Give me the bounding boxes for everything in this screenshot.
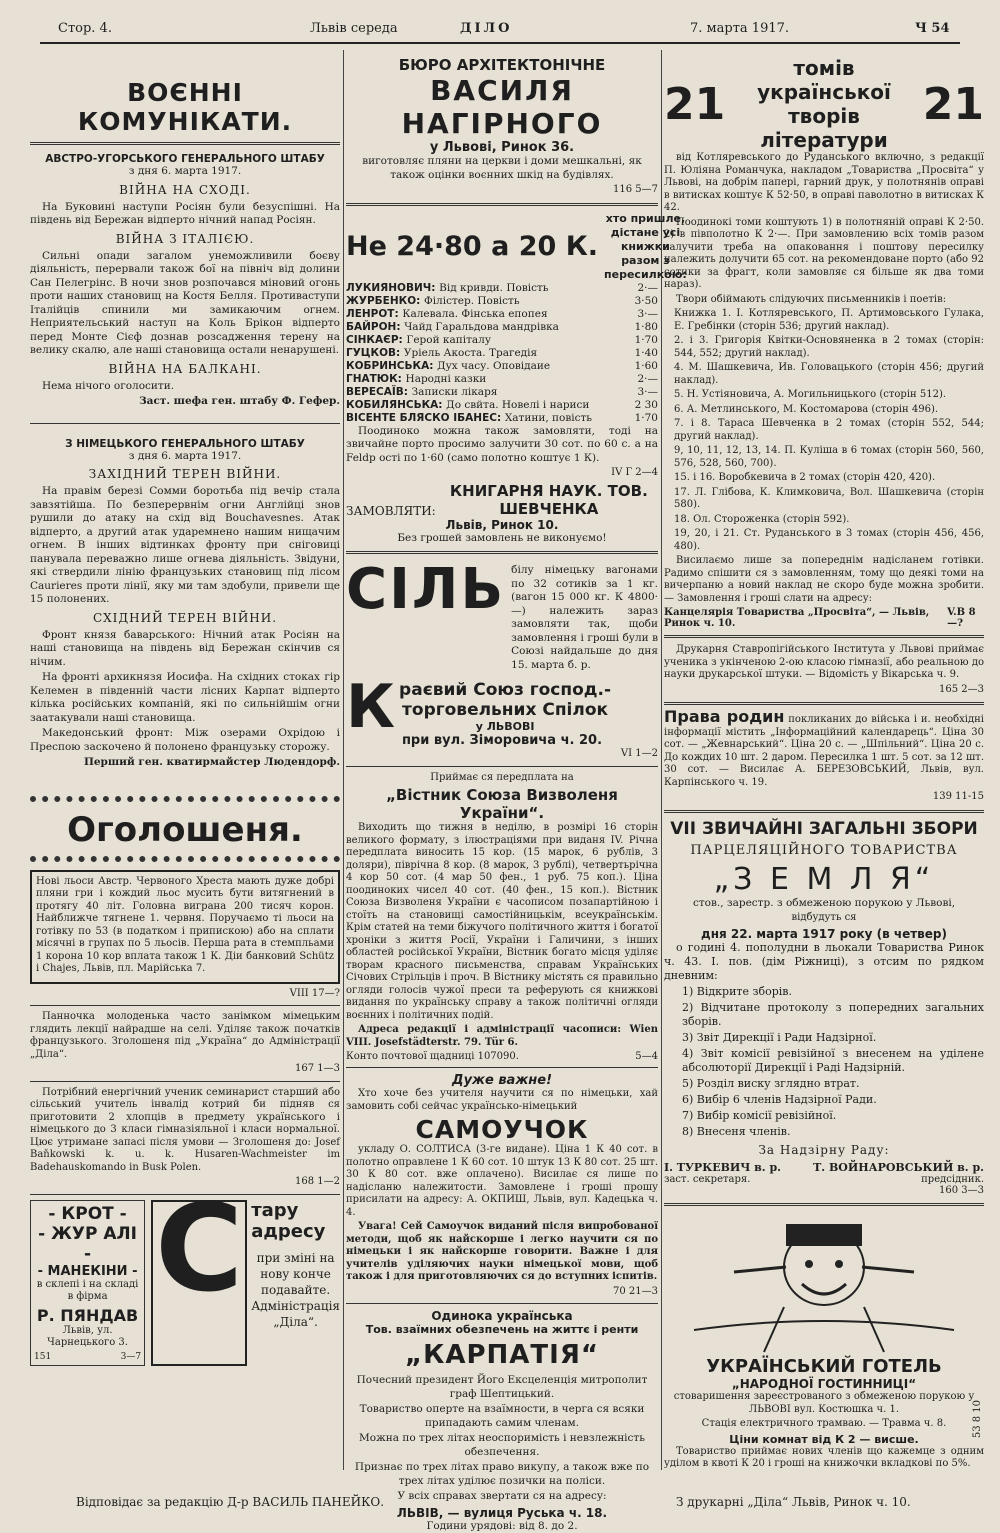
volume-item: 18. Ол. Стороженка (сторін 592). <box>674 513 850 525</box>
book-author: ЛУКИЯНОВИЧ: <box>346 281 440 294</box>
visnyk-account <box>346 1051 658 1062</box>
union-body <box>399 680 611 733</box>
ad-text: виготовляє пляни на церкви і доми мешкальні, як також оцінки воєнних шкід на будівлях. <box>362 155 642 181</box>
ad-text: покликаних до війська і и. необхідні інформації містить „Інформаційний календарець“. Ціна 30 сот. — „Жевнарський“. Ціна 20 с. — „Шпільний“. Ціна 20 с. До кождих 10 шт. 2 даром. Пересилка 1 шт. 5 сот. за 12 шт. 30 сот. — Висилає А. БЕРЕЗОВСЬКИЙ, Львів, вул. Карпінського ч. 19. <box>664 714 985 788</box>
divider <box>30 423 340 424</box>
ad-text: стоваришення зареєстрованого з обмеженою порукою у ЛЬВОВІ вул. Костюшка ч. 1. <box>673 1391 975 1415</box>
book-author: ЖУРБЕНКО: <box>346 294 424 307</box>
book-author: КОБИЛЯНСЬКА: <box>346 398 447 411</box>
agenda-item: 3) Звіт Дирекції і Ради Надзірної. <box>682 1030 877 1044</box>
ad-line: тару адресу <box>251 1199 326 1242</box>
column-3 <box>664 50 984 1470</box>
ad-text: білу німецьку вагонами по 32 сотиків за 1 кг. (вагон 15 000 кг. К 4800·—) належить зараз замовляти так, щоби замовлення і гроші були в Союзі найдальше до дня 15. марта б. р. <box>511 564 658 671</box>
role: предсідник. <box>921 1173 984 1185</box>
book-title: ЛЕНРОТ: Калевала. Фінська епопея <box>346 307 548 320</box>
ad-number: 5—4 <box>635 1051 658 1062</box>
book-price: 3·— <box>637 385 658 398</box>
ad-text: Хто хоче без учителя научити ся по німецьки, хай замовить собі сейчас українсько-німецький <box>346 1088 658 1112</box>
subheading: За Надзірну Раду: <box>758 1142 890 1157</box>
ad-line: - КРОТ - <box>48 1203 127 1224</box>
book-price: 2 30 <box>634 398 658 411</box>
ads-title: Оголошеня. <box>67 809 303 850</box>
volumes-number: 21 <box>664 78 726 130</box>
ad-line: - ЖУР АЛІ - <box>38 1223 137 1264</box>
ad-text: Можна по трех літах неоспоримість і невзлежність обезпечення. <box>359 1432 645 1458</box>
book-price: 1·70 <box>634 333 658 346</box>
ad-text <box>664 707 985 789</box>
section-title: ВОЄННІ КОМУНІКАТИ. <box>77 78 293 136</box>
book-author: СІНКАЄР: <box>346 333 407 346</box>
subheading: ЗАХІДНИЙ ТЕРЕН ВІЙНИ. <box>88 467 282 481</box>
visnyk-title: „Вістник Союза Визволеня України“. <box>386 786 618 822</box>
book-author: ВЕРЕСАЇВ: <box>346 385 412 398</box>
volumes-number: 21 <box>922 78 984 130</box>
bookshop-name: КНИГАРНЯ НАУК. ТОВ. ШЕВЧЕНКА <box>449 481 648 518</box>
ad-text: Потрібний енергічний ученик семинарист старший або сільський учитель інвалід котрий би підняв ся приготовити 2 хлопців в предмету українського і німецького до 3 класи гімназіяльної і класи нормальної. Цює утримане запасі після умови — Зголошеня до: Josef Baňkowski k. u. k. Husaren-Wachmeister im Badehauskomando in Busk Polen. <box>30 1086 340 1173</box>
divider <box>664 810 984 813</box>
volumes-line: творів літератури <box>760 104 888 152</box>
signature: Заст. шефа ген. штабу Ф. Гефер. <box>139 395 340 407</box>
volume-item: 17. Л. Глібова, К. Климковича, Вол. Шашкевича (сторін 580). <box>674 486 984 510</box>
ad-number: VIII 17—? <box>289 987 340 999</box>
agenda-item: 5) Розділ виску згляднo втрат. <box>682 1076 860 1090</box>
book-author: БАЙРОН: <box>346 320 405 333</box>
ad-text: Приймає ся передплата на <box>430 771 574 783</box>
agenda-item: 2) Відчитане протоколу з попередних загальних зборів. <box>682 1000 984 1028</box>
divider <box>346 766 658 767</box>
ins-pre: Одинока українська <box>431 1309 573 1323</box>
ad-text: укладу О. СОЛТИСА (3-ге видане). Ціна 1 К 40 сот. в полотно оправлене 1 К 60 сот. 10 штук 13 К 80 сот. 25 шт. 30 К 80 сот. вже оплачено). Висилає ся лише по надісланю належитости. Замовлене і гроші прошу присилати на адресу: А. ОКПИШ, Львів, вул. Кадецька ч. 4. <box>346 1144 658 1218</box>
dateline: з дня 6. марта 1917. <box>128 449 242 462</box>
ad-text: від Котляревського до Руданського включно, з редакції П. Юліяна Романчука, накладом „Товариства „Просвіта“ у Львові, на добрім папері, гарний друк, у полотнянів оправі в витисках коштує К 52·50, в оправі паволотно в витисках К 42. <box>664 152 984 213</box>
ins-title: Тов. взаїмних обезпечень на життє і ренти <box>365 1323 639 1336</box>
agenda-item: 4) Звіт комісії ревізійної з внесенем на уділене абсолюторії Дирекції і Раді Надзірній. <box>682 1046 984 1074</box>
ad-text: Товариство оперте на взаїмности, в черга ся всяки припадають самим членам. <box>359 1403 645 1429</box>
book-price: 1·60 <box>634 359 658 372</box>
ad-text: Поодиноко можна також замовляти, тоді на звичайне порто просимо залучити 30 сот. по 60 с. а на Feldp ості по 1·60 (само полотно коштує 1 К). <box>346 424 658 464</box>
ad-text: Друкарня Ставропігійського Інститута у Львові приймає ученика з укінченою 2-ою класою гімназії, або реальною до науки друкарської штуки. — Відомість у Вікарська ч. 9. <box>664 644 984 680</box>
book-title: КОБРИНСЬКА: Дух часу. Оповідаие <box>346 359 551 372</box>
divider <box>664 702 984 705</box>
book-row <box>346 334 658 347</box>
book-price: 1·40 <box>634 346 658 359</box>
ad-numbers <box>34 1352 141 1362</box>
signature: Т. ВОЙНАРОВСЬКИЙ в. р. <box>813 1160 984 1174</box>
volume-item: 19, 20, і 21. Ст. Руданського в 3 томах (сторін 456, 456, 480). <box>674 528 984 552</box>
ad-number: 167 1—3 <box>295 1063 340 1074</box>
book-price: 1·80 <box>634 320 658 333</box>
ornamental-divider <box>30 796 340 802</box>
volume-item: 9, 10, 11, 12, 13, 14. П. Куліша в 6 томах (сторін 560, 560, 576, 528, 560, 700). <box>674 445 984 469</box>
ad-text: Канцелярія Товариства „Просвіта“, — Львів, Ринок ч. 10. <box>664 607 930 629</box>
divider <box>346 203 658 206</box>
order-line <box>346 482 658 518</box>
ad-number: 116 5—7 <box>613 184 658 195</box>
ad-text: Почесний президент Його Ексцеленція митрополит граф Шептицький. <box>356 1374 648 1400</box>
meeting-date: дня 22. марта 1917 року (в четвер) <box>701 926 947 941</box>
book-row <box>346 360 658 373</box>
ad-number: 70 21—3 <box>613 1285 658 1297</box>
ins-address: ЛЬВІВ, — вулиця Руська ч. 18. <box>396 1505 608 1520</box>
price-banner <box>346 211 687 282</box>
ad-number: 151 <box>34 1351 52 1362</box>
issue-number: Ч 54 <box>915 21 950 36</box>
book-title: ВЕРЕСАЇВ: Записки лікаря <box>346 385 498 398</box>
paragraph: Македонський фронт: Між озерами Охрідою і Преспою заскочено й полонено французьку сторожу. <box>30 727 340 753</box>
column-divider <box>343 50 344 1470</box>
volume-item: 2. і 3. Григорія Квітки-Основяненка в 2 томах (сторін: 544, 552; другий наклад). <box>674 335 984 359</box>
bookshop-address: Львів, Ринок 10. <box>445 517 559 532</box>
book-author: ЛЕНРОТ: <box>346 307 403 320</box>
ad-number: 139 11-15 <box>932 791 984 802</box>
union-line: торговельних Спілок <box>402 700 609 720</box>
paragraph: Нема нічого оголосити. <box>42 379 175 392</box>
book-row <box>346 295 658 308</box>
ad-text: відбудуть ся <box>791 912 857 923</box>
ad-text: Висилаємо лише за попереднім надісланем готівки. Радимо спішити ся з замовленням, тому що деякі томи на вичерпаню а новий наклад не скоро буде можна зробити. — Замовлення і гроші слати на адресу: <box>664 555 984 604</box>
paragraph: На правім березі Сомми боротьба під вечір стала завзятійша. По безперервнім огни Англійці знов рушили до атаку на схід від Bouchavesnes. Атак відперто, а другий атак ударемнено нашим нищачим огнем. В інших відтинках фронту при сніговиці панувала переважно лише огнева діяльність. Звідуни, які ствердили лінію французьких становищ під лісом Сaurieres проти лінії, яку ми там здобули, привели ще 15 полонених. <box>30 485 340 605</box>
footer-editor: Відповідає за редакцію Д-р ВАСИЛЬ ПАНЕЙКО. <box>76 1495 385 1509</box>
ad-text: Товариство приймає нових членів що кажемце з одним уділом в квоті К 20 і гроші на книжочки вкладкові по 5%. <box>664 1445 984 1469</box>
price-text: хто пришле, дістане усі книжки разом з пересилкою: <box>604 211 687 281</box>
drop-cap: С <box>151 1200 247 1366</box>
masthead: ДІЛО <box>460 21 513 36</box>
agenda-item: 8) Внесеня членів. <box>682 1124 791 1138</box>
role: заст. секретаря. <box>664 1173 751 1185</box>
divider <box>346 1303 658 1304</box>
ornamental-divider <box>30 856 340 862</box>
pyandav-ad <box>30 1200 145 1366</box>
agenda-item: 6) Вибір 6 членів Надзірної Ради. <box>682 1092 877 1106</box>
agenda-item: 7) Вибір комісії ревізійної. <box>682 1108 837 1122</box>
book-row <box>346 399 658 412</box>
samouchok-title: САМОУЧОК <box>415 1115 589 1144</box>
ad-text: Твори обіймають слідуючих письменників і поетів: <box>676 293 947 305</box>
ad-text: Виходить що тижня в неділю, в розмірі 16 сторін великого формату, з ілюстраціями при виданя IV. Річна передплата виносить 15 кор. (15 марок, 6 рублів, 3 доляри), піврічна 8 кор. (8 марок, 3 рублі), четвертьрічна 4 кор 50 сот. (4 мар 50 фен., 1 руб. 75 коп.). Ціна поодиноких чисел 40 сот. (40 фен., 15 коп.). Вістник Союза Визволеня України є часописом позапартійною і стоїть на становищі самостійницькім, всеукраїнськім. Крім статей на теми біжучого політичного життя і богатої хроніки з життя Росії, України і Галичини, з інших областей російської України, Вістник богато місця уділяє творам красного письменства, справам Українських Січових Стрільців і проч. В Вістнику містять ся правильно огляди голосів чужої преси та реферують ся книжкові видання по українську справу а також політичні огляди воєнних і політичних подій. <box>346 822 658 1021</box>
book-price: 2·— <box>637 372 658 385</box>
dateline: з дня 6. марта 1917. <box>128 165 242 177</box>
prava-title: Права родин <box>664 707 785 726</box>
signatories <box>664 1161 984 1174</box>
signatories-roles <box>664 1174 984 1185</box>
issue-date: 7. марта 1917. <box>690 21 790 36</box>
ad-text: Панночка молоденька часто занімком мімецьким глядить лекції найрадше на селі. Уділяє також початків французького. Зголошеня під „Україна“ до Адміністрації „Діла“. <box>30 1011 340 1060</box>
price-headline: Не 24·80 а 20 К. <box>346 231 599 262</box>
footer-printer: З друкарні „Діла“ Львів, Ринок ч. 10. <box>676 1495 911 1509</box>
volume-item: 15. і 16. Воробкевича в 2 томах (сторін 420, 420). <box>674 472 936 483</box>
book-title: ЛУКИЯНОВИЧ: Від кривди. Повість <box>346 281 549 294</box>
city-day: Львів середа <box>310 21 398 36</box>
ad-number: 168 1—2 <box>295 1176 340 1187</box>
ad-text: Признає по трех літах право викупу, а також вже по трех літах уділює позички на поліси. <box>354 1461 650 1487</box>
order-label: ЗАМОВЛЯТИ: <box>346 503 436 518</box>
divider <box>346 551 658 554</box>
signature: Перший ген. кватирмайстер Людендорф. <box>83 756 340 768</box>
union-line: у ЛЬВОВІ <box>475 720 535 733</box>
subheading: ПАРЦЕЛЯЦІЙНОГО ТОВАРИСТВА <box>690 842 958 858</box>
volumes-title <box>725 56 923 152</box>
arch-name: ВАСИЛЯ НАГІРНОГО <box>401 74 603 140</box>
book-author: ГНАТЮК: <box>346 372 406 385</box>
lottery-ad <box>30 870 340 984</box>
signature: І. ТУРКЕВИЧ в. р. <box>664 1160 781 1174</box>
ad-text: Години урядові: від 8. до 2. <box>426 1519 578 1532</box>
volume-item: 7. і 8. Тараса Шевченка в 2 томах (сторін 552, 544; другий наклад). <box>674 418 984 442</box>
zbory-title: VII ЗВИЧАЙНІ ЗАГАЛЬНІ ЗБОРИ <box>670 818 978 839</box>
book-author: ВІСЕНТЕ БЛЯСКО ІБАНЕС: <box>346 411 505 424</box>
book-row <box>346 282 658 295</box>
hotel-title: УКРАЇНСЬКИЙ ГОТЕЛЬ <box>706 1356 942 1377</box>
volume-item: 6. А. Метлинського, М. Костомарова (сторін 496). <box>674 403 939 415</box>
ad-line: - МАНЕКІНИ - <box>37 1263 138 1279</box>
hotel-cartoon-illustration <box>674 1212 974 1352</box>
volumes-banner <box>664 56 984 152</box>
book-title: СІНКАЄР: Герой капіталу <box>346 333 492 346</box>
book-author: ГУЦКОВ: <box>346 346 404 359</box>
hotel-subtitle: „НАРОДНОЇ ГОСТИННИЦІ“ <box>731 1377 917 1391</box>
ad-text: У всіх справах звертати ся на адресу: <box>397 1490 607 1502</box>
book-row <box>346 347 658 360</box>
book-row <box>346 373 658 386</box>
book-title: БАЙРОН: Чайд Гаральдова мандрівка <box>346 320 559 333</box>
ad-line: Львів, ул. Чарнецького 3. <box>47 1324 128 1348</box>
divider <box>664 1203 984 1206</box>
ad-text: Поодинокі томи коштують 1) в полотняній оправі К 2·50. 2) в півполотно К 2·—. При замовлению всіх томів разом залучити треба на опаковання і поштову пересилку належить долучити 65 сот. на рекомендоване порто (або 92 сотики за фрагт, коли замовляє ся більше як два томи нараз). <box>664 216 984 290</box>
union-line: раєвий Союз господ.- <box>399 680 612 700</box>
ad-text: Стація електричного трамваю. — Травма ч. 8. <box>701 1418 947 1429</box>
book-author: КОБРИНСЬКА: <box>346 359 438 372</box>
page-number: Стор. 4. <box>58 21 112 36</box>
paragraph: Фронт князя баварського: Нічний атак Росіян на наші становища на південь від Бережан скінчив ся нічим. <box>30 628 340 668</box>
arch-title: БЮРО АРХІТЕКТОНІЧНЕ <box>398 56 606 74</box>
volume-item: 4. М. Шашкевича, Ив. Головацького (сторін 456; другий наклад). <box>674 362 984 386</box>
ad-number: IV Г 2—4 <box>611 467 658 478</box>
book-price: 2·— <box>637 281 658 294</box>
staff-heading: АВСТРО-УГОРСЬКОГО ГЕНЕРАЛЬНОГО ШТАБУ <box>45 153 325 165</box>
book-price: 3·— <box>637 307 658 320</box>
arch-address: у Львові, Ринок 36. <box>429 140 575 155</box>
ad-text: Нові льоси Австр. Червоного Хреста мають дуже добрі пляни гри і кождий льос мусить бути витягнений в протягу 40 літ. Головна виграна 200 тисяч корон. Найближче тягнене 1. червня. Поручаємо ті льоси на готівку по 53 (в податком і припискою) або на сплати місячні в групах по 5 льосів. Перша рата в стемпльами 1 корона 10 кор вплата також 1 К. Діи банковий Schütz і Chajes, Львів, пл. Марійська 7. <box>36 875 334 974</box>
agenda-item: 1) Відкрите зборів. <box>682 984 792 998</box>
ad-number: 3—7 <box>120 1351 142 1362</box>
side-number: 53 8 10 <box>972 1400 983 1439</box>
salt-ad <box>346 557 658 674</box>
volume-item: 5. Н. Устіяновича, А. Могильницького (сторін 512). <box>674 389 947 400</box>
volumes-line: томів української <box>757 56 891 104</box>
ad-text: Увага! Сей Самоучок виданий після випробованої методи, щоб як найскорше і легко научити ся по німецьки і як найскорше говорити. Важне і для учителів уділяючих науки німецької мови, щоб також і для приготовляючих ся до вступних іспитів. <box>346 1221 658 1282</box>
divider <box>664 635 984 638</box>
paragraph: На фронті архикнязя Иосифа. На східних стоках гір Келемен в південній части лісних Карпат відперто кілька російських компаній, які по сильнійшім огни заатакували наші становища. <box>30 671 340 724</box>
agenda-list <box>664 985 984 1139</box>
book-title: ГУЦКОВ: Уріель Акоста. Трагедія <box>346 346 538 359</box>
subheading: ВІЙНА НА СХОДІ. <box>119 182 251 197</box>
staff-heading: З НІМЕЦЬКОГО ГЕНЕРАЛЬНОГО ШТАБУ <box>65 437 305 450</box>
page-header <box>40 18 960 44</box>
note: Без грошей замовлень не виконуємо! <box>397 531 607 544</box>
book-row <box>346 386 658 399</box>
ad-line: Р. ПЯНДАВ <box>36 1305 139 1325</box>
salt-title: СІЛЬ <box>346 557 506 622</box>
address-body <box>251 1200 340 1366</box>
divider <box>30 1005 340 1006</box>
volume-list <box>664 308 984 553</box>
union-address: при вул. Зіморовича ч. 20. <box>401 733 603 748</box>
ad-number: VI 1—2 <box>620 748 658 759</box>
paragraph: На Буковині наступи Росіян були безуспішні. На південь від Бережан відперто нічний напад Росіян. <box>30 200 340 226</box>
ad-text: стов., зарестр. з обмеженою порукою у Львові, <box>692 896 956 909</box>
subheading: ВІЙНА З ІТАЛІЄЮ. <box>115 231 255 246</box>
divider <box>30 142 340 145</box>
ad-text: Адреса редакції і адміністрації часописи: Wien VIII. Josefstädterstr. 79. Tür 6. <box>346 1024 658 1048</box>
ad-number: 165 2—3 <box>939 683 984 695</box>
zemlya-title: „З Е М Л Я“ <box>713 861 935 897</box>
karpatiya-title: „КАРПАТІЯ“ <box>405 1340 599 1370</box>
book-price: 1·70 <box>634 411 658 424</box>
subheading: ВІЙНА НА БАЛКАНІ. <box>108 361 262 376</box>
book-row <box>346 412 658 425</box>
column-2 <box>346 50 687 1532</box>
book-row <box>346 308 658 321</box>
book-title: ЖУРБЕНКО: Філістер. Повість <box>346 294 520 307</box>
office-line <box>664 607 984 629</box>
volume-item: Книжка 1. І. Котляревського, П. Артимовського Гулака, Е. Гребінки (сторін 536; другий наклад). <box>674 308 984 332</box>
book-title: КОБИЛЯНСЬКА: До свйта. Новелі і нариси <box>346 398 590 411</box>
subheading: СХІДНИЙ ТЕРЕН ВІЙНИ. <box>92 610 278 625</box>
ad-text: Конто почтової щадниці 107090. <box>346 1051 519 1062</box>
book-title: ГНАТЮК: Народні казки <box>346 372 487 385</box>
ad-number: 160 3—3 <box>939 1184 984 1196</box>
ad-number: V.В 8—? <box>947 607 976 629</box>
book-price: 3·50 <box>634 294 658 307</box>
ad-text: при зміні на нову конче подавайте. Адміністрація „Діла“. <box>251 1250 340 1329</box>
divider <box>346 1067 658 1068</box>
book-list <box>346 282 658 425</box>
drop-cap: К <box>346 671 396 742</box>
ad-line: в склепі і на складі в фірма <box>36 1278 139 1302</box>
book-row <box>346 321 658 334</box>
book-title: ВІСЕНТЕ БЛЯСКО ІБАНЕС: Хатини, повість <box>346 411 593 424</box>
column-1 <box>30 50 340 1470</box>
paragraph: Сильні опади загалом унеможливили боєву діяльність, перервали також бої на північ від долини Сан Пелегрінс. В ночи знов розпочався міновий огонь проти наших становищ на Костя Белля. Противаступи Італійців спинили ми замикаючим огнем. Неприятельський наступ на Коль Брікон відперто перед Монте Сієф дознав розсадження терену на велику скалю, але наші становища остали ненарушені. <box>30 249 340 356</box>
important-heading: Дуже важне! <box>452 1073 552 1088</box>
divider <box>30 1081 340 1082</box>
hotel-price: Ціни комнат від К 2 — висше. <box>729 1432 919 1446</box>
ad-text: о годині 4. пополудни в льокали Товариства Ринок ч. 43. І. пов. (дім Ріжниці), з отсим по рядком дневним: <box>664 940 984 982</box>
